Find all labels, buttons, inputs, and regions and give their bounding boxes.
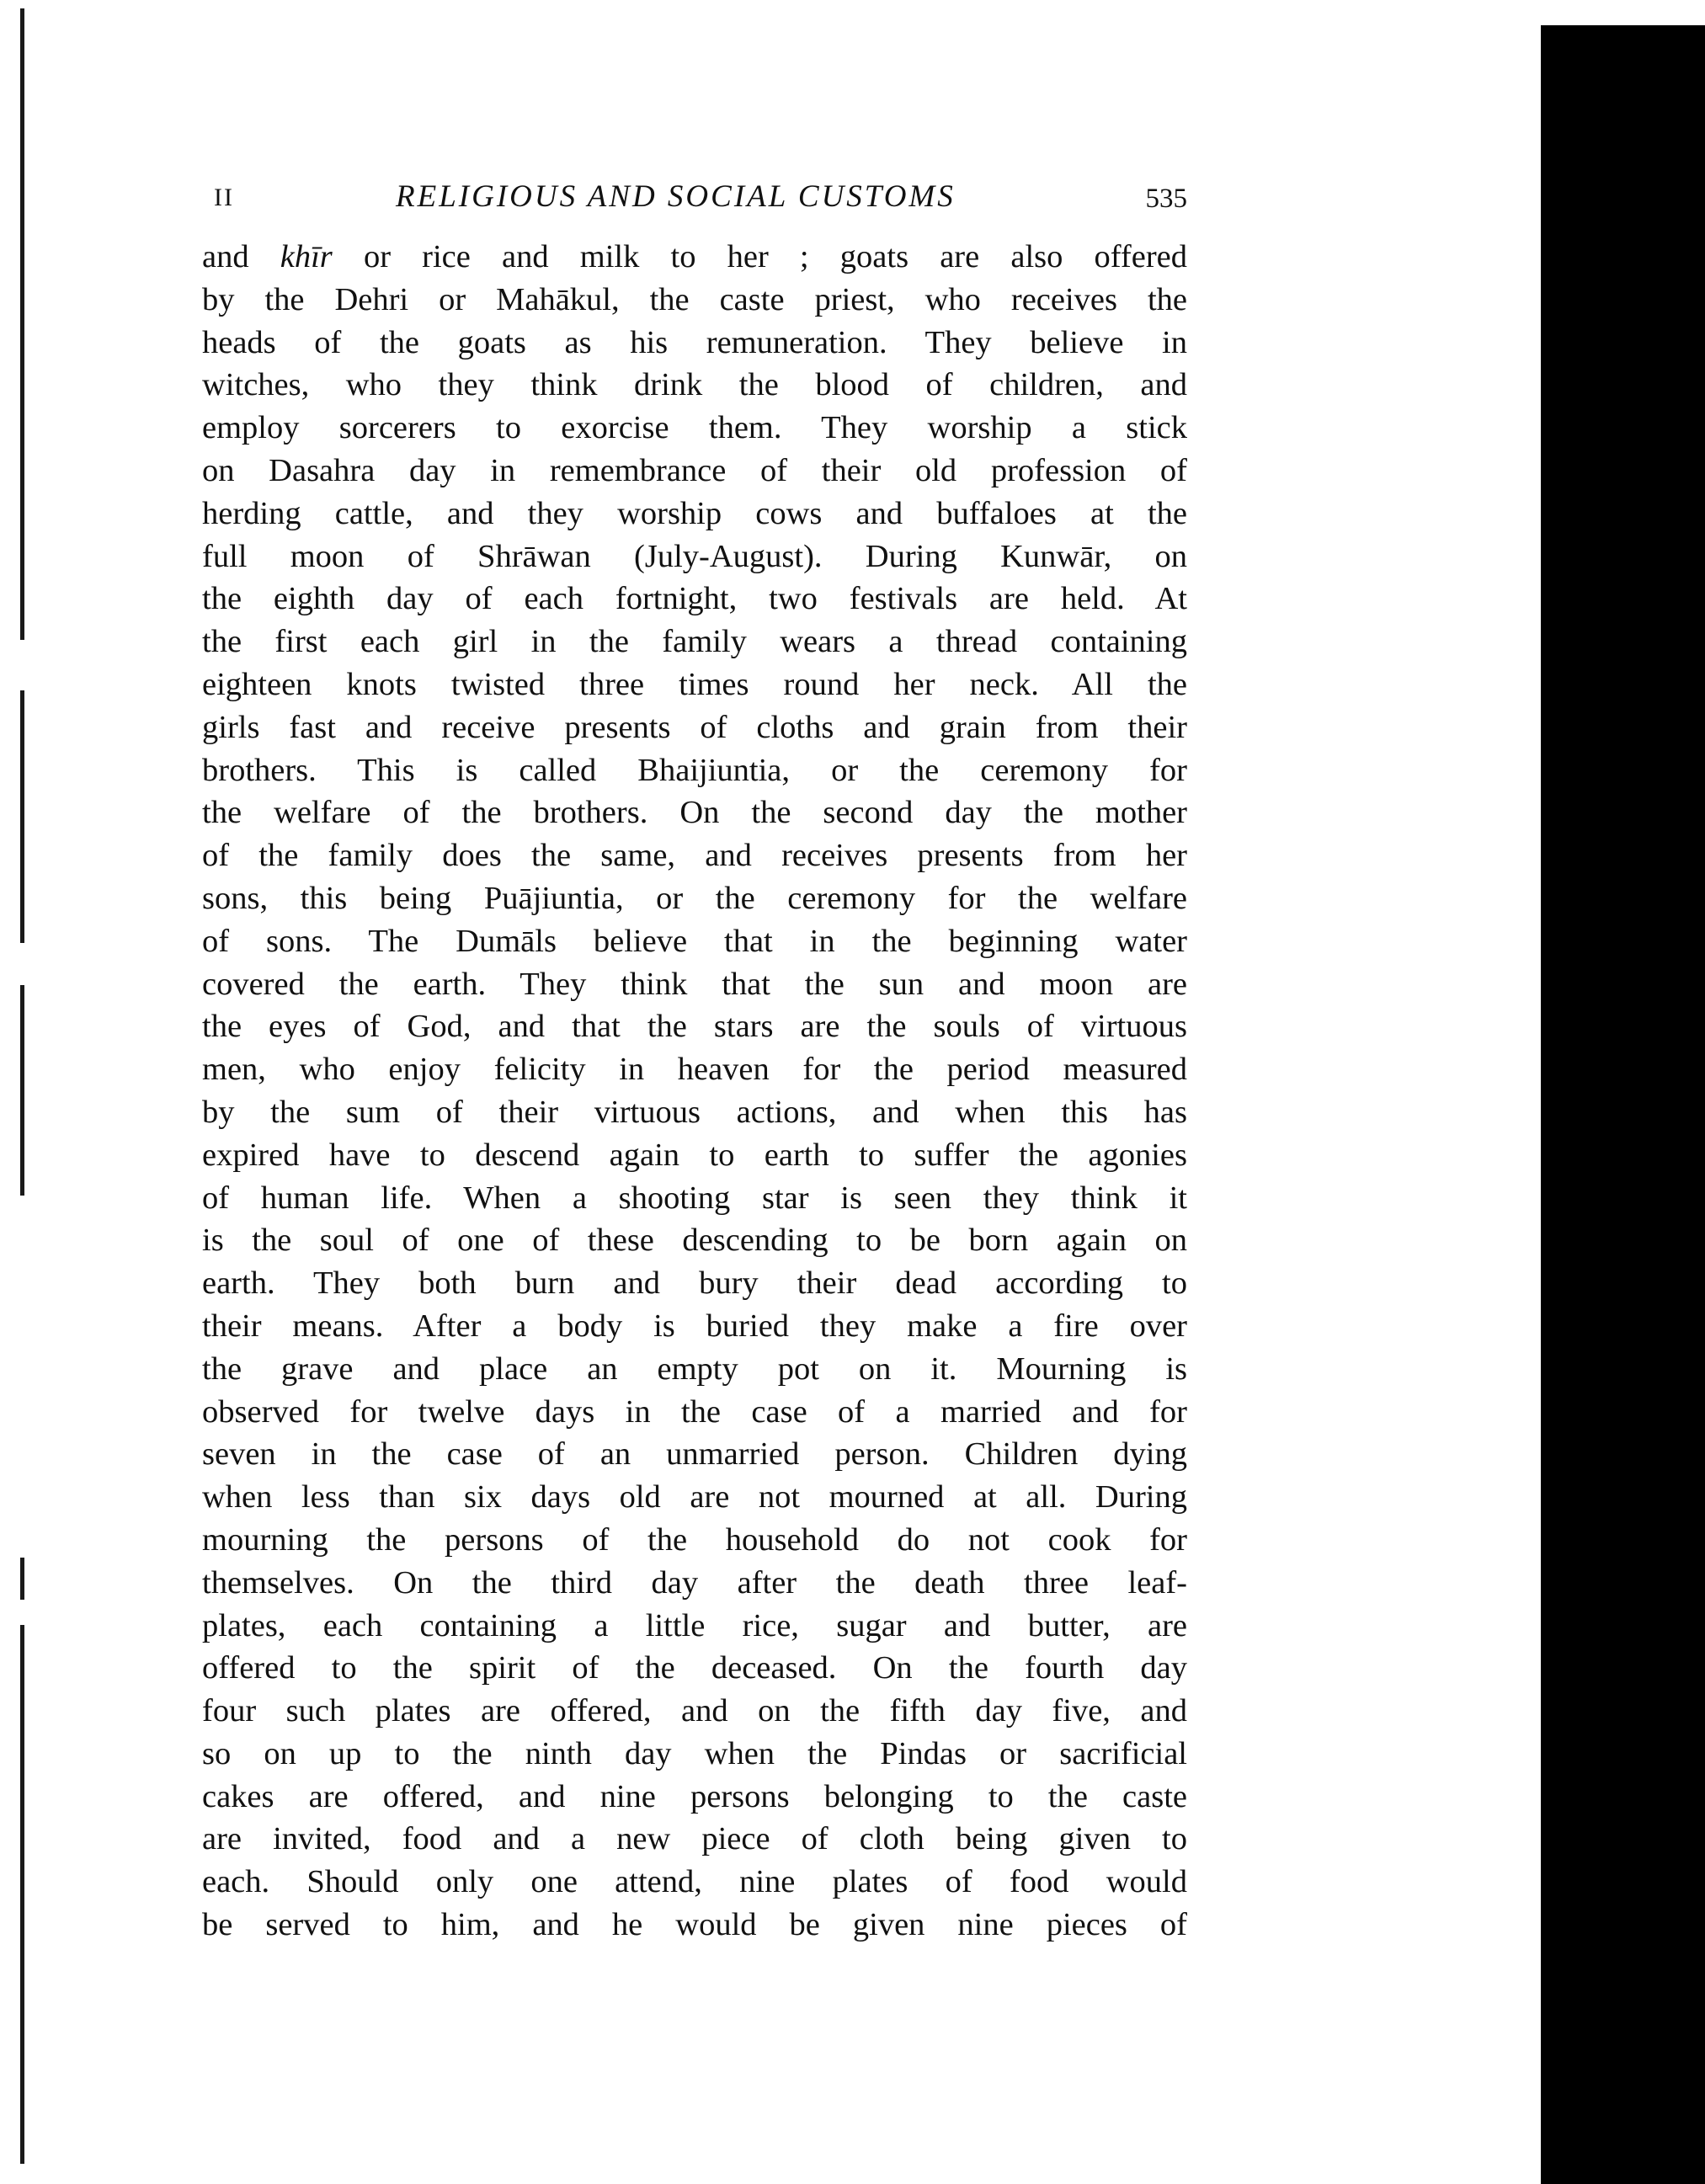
text-line: four such plates are offered, and on the fifth day five, and: [202, 1693, 1187, 1729]
text-line: girls fast and receive presents of cloths and grain from their: [202, 709, 1187, 745]
text-line: offered to the spirit of the deceased. On the fourth day: [202, 1650, 1187, 1686]
text-line: by the Dehri or Mahākul, the caste priest, who receives the: [202, 281, 1187, 317]
text-line: earth. They both burn and bury their dead according to: [202, 1265, 1187, 1302]
text-line: by the sum of their virtuous actions, and when this has: [202, 1094, 1187, 1130]
first-line-rest: or rice and milk to her ; goats are also offered: [332, 239, 1187, 274]
text-line: each. Should only one attend, nine plates of food would: [202, 1864, 1187, 1900]
text-lines: [202, 279, 1187, 1947]
text-line: covered the earth. They think that the sun and moon are: [202, 966, 1187, 1002]
text-line: employ sorcerers to exorcise them. They worship a stick: [202, 410, 1187, 446]
text-line: of sons. The Dumāls believe that in the beginning water: [202, 923, 1187, 959]
text-line-first: [202, 236, 1187, 279]
text-line: when less than six days old are not mourned at all. During: [202, 1479, 1187, 1515]
scan-left-edge-gap: [19, 1196, 26, 1558]
text-line: so on up to the ninth day when the Pindas or sacrificial: [202, 1735, 1187, 1771]
text-line: observed for twelve days in the case of a married and for: [202, 1393, 1187, 1430]
text-line: brothers. This is called Bhaijiuntia, or the ceremony for: [202, 752, 1187, 788]
text-line: of the family does the same, and receives presents from her: [202, 838, 1187, 874]
scan-left-edge-bar: [20, 8, 24, 2164]
text-line: heads of the goats as his remuneration. They believe in: [202, 324, 1187, 360]
text-line: the eighth day of each fortnight, two festivals are held. At: [202, 581, 1187, 617]
text-line: herding cattle, and they worship cows and buffaloes at the: [202, 495, 1187, 531]
text-line: mourning the persons of the household do not cook for: [202, 1521, 1187, 1558]
text-line: the welfare of the brothers. On the second day the mother: [202, 795, 1187, 831]
text-line: men, who enjoy felicity in heaven for the period measured: [202, 1052, 1187, 1088]
text-line: the eyes of God, and that the stars are the souls of virtuous: [202, 1009, 1187, 1045]
scan-right-black-band: [1541, 25, 1705, 2184]
text-line: cakes are offered, and nine persons belonging to the caste: [202, 1778, 1187, 1814]
text-line: plates, each containing a little rice, sugar and butter, are: [202, 1607, 1187, 1643]
text-line: on Dasahra day in remembrance of their old profession of: [202, 452, 1187, 488]
scan-left-edge-gap: [19, 1600, 26, 1625]
text-line: sons, this being Puājiuntia, or the ceremony for the welfare: [202, 880, 1187, 916]
text-line: witches, who they think drink the blood of children, and: [202, 367, 1187, 403]
text-line: be served to him, and he would be given nine pieces of: [202, 1907, 1187, 1943]
page-number: 535: [1145, 184, 1187, 214]
text-line: of human life. When a shooting star is seen they think it: [202, 1180, 1187, 1216]
text-line: themselves. On the third day after the death three leaf-: [202, 1564, 1187, 1601]
text-line: full moon of Shrāwan (July-August). During Kunwār, on: [202, 538, 1187, 574]
text-line: expired have to descend again to earth to suffer the agonies: [202, 1137, 1187, 1173]
text-line: the grave and place an empty pot on it. Mourning is: [202, 1350, 1187, 1387]
running-title: RELIGIOUS AND SOCIAL CUSTOMS: [396, 179, 956, 214]
first-line-prefix: and: [202, 239, 280, 274]
running-head: [202, 168, 1187, 219]
body-text: [202, 236, 1187, 1947]
book-page: [202, 168, 1187, 1947]
text-line: seven in the case of an unmarried person. Children dying: [202, 1436, 1187, 1473]
chapter-number: II: [214, 184, 234, 211]
text-line: are invited, food and a new piece of cloth being given to: [202, 1821, 1187, 1857]
scan-left-edge-gap: [19, 943, 26, 985]
text-line: their means. After a body is buried they make a fire over: [202, 1308, 1187, 1344]
first-line-italic-word: khīr: [280, 239, 333, 274]
text-line: is the soul of one of these descending to be born again on: [202, 1223, 1187, 1259]
text-line: the first each girl in the family wears a thread containing: [202, 624, 1187, 660]
text-line: eighteen knots twisted three times round her neck. All the: [202, 666, 1187, 702]
scan-left-edge-gap: [19, 640, 26, 690]
